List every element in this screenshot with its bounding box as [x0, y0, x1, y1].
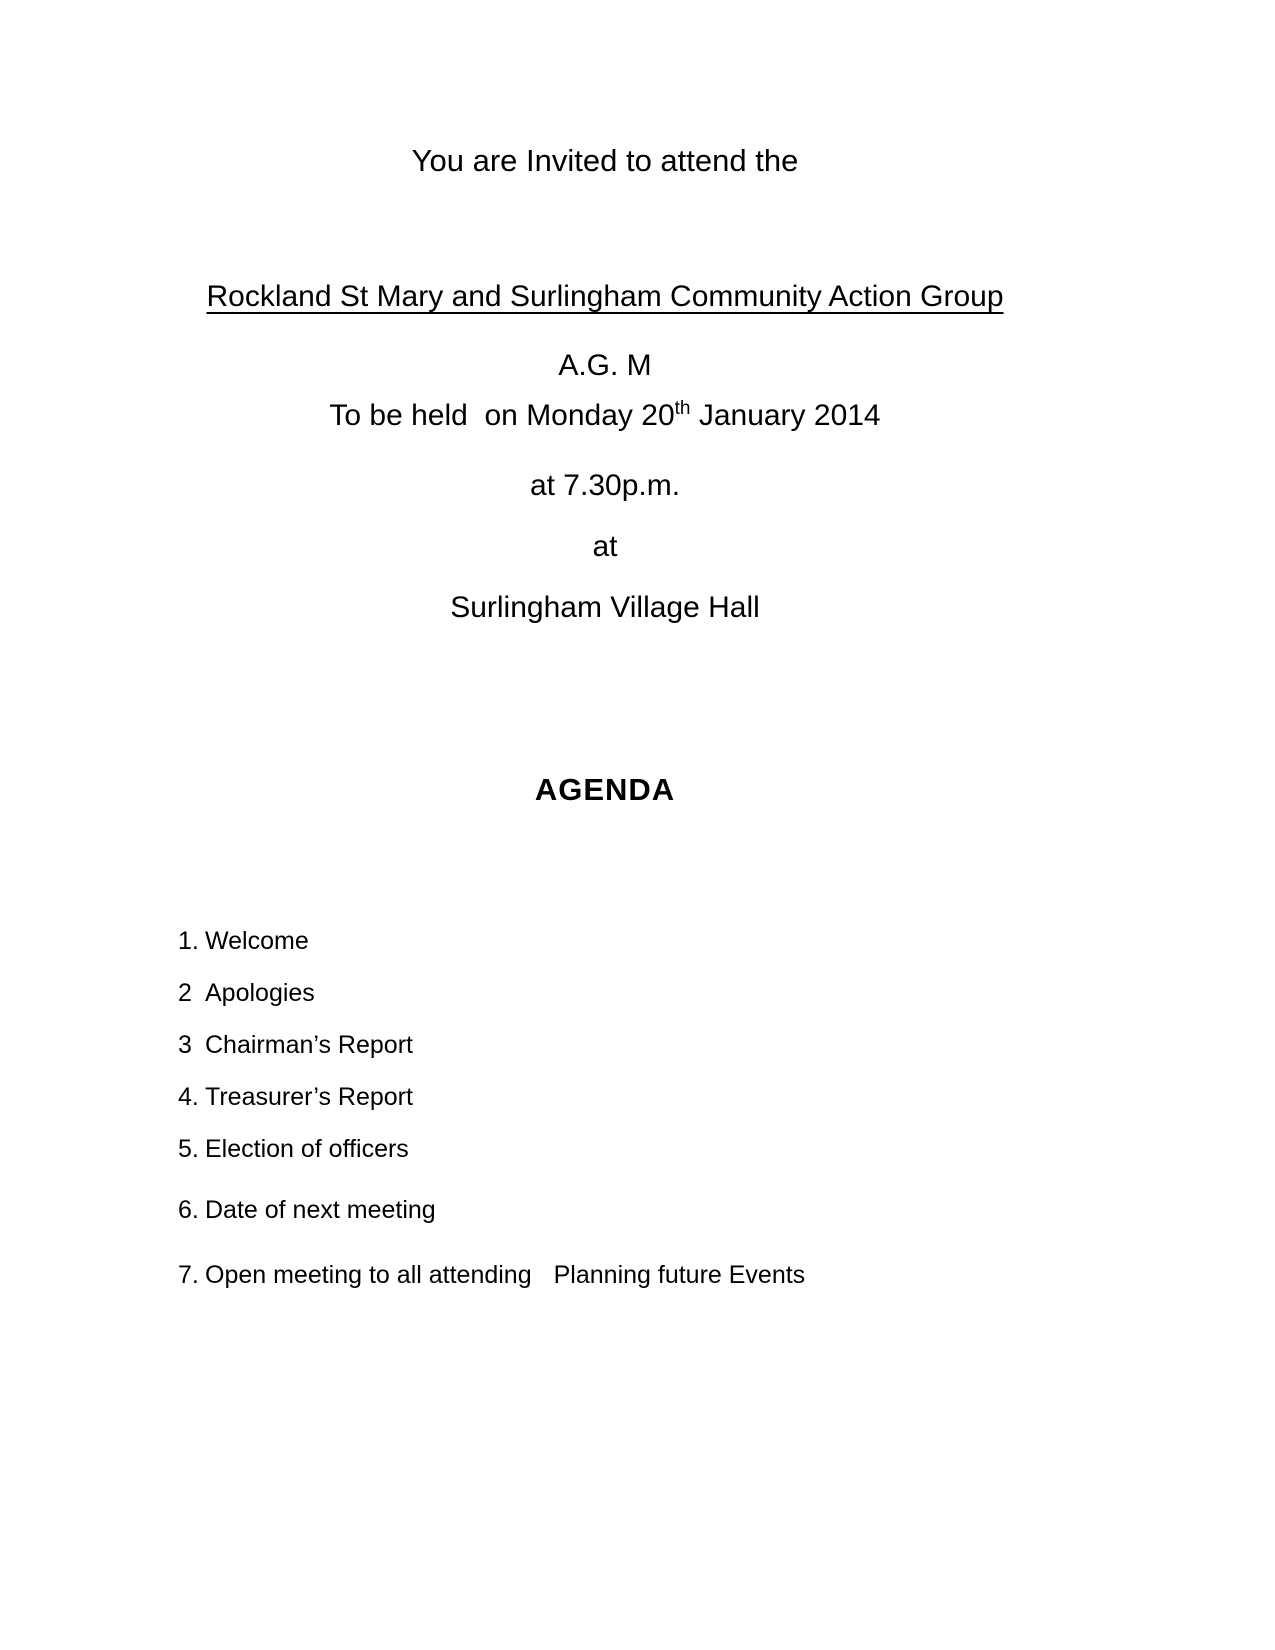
- agenda-item-number: 2: [178, 979, 192, 1007]
- agenda-item-text: Election of officers: [205, 1135, 409, 1163]
- agenda-item-6: [178, 1195, 1060, 1225]
- date-ordinal-superscript: th: [674, 398, 691, 419]
- agenda-item-number: 6.: [178, 1196, 199, 1224]
- date-prefix: To be held on Monday 20: [329, 399, 675, 432]
- agenda-item-number: 5.: [178, 1135, 199, 1163]
- time-line: at 7.30p.m.: [529, 469, 681, 502]
- agenda-item-number: 4.: [178, 1083, 199, 1111]
- agenda-item-text: Date of next meeting: [205, 1196, 436, 1224]
- agenda-item-1: [178, 926, 1060, 956]
- venue-line: Surlingham Village Hall: [450, 591, 760, 624]
- agenda-item-3: [178, 1030, 1060, 1060]
- agenda-item-text: Chairman’s Report: [205, 1031, 413, 1059]
- group-name-line: [150, 279, 1060, 315]
- agenda-list: [150, 926, 1060, 1290]
- agenda-item-number: 1.: [178, 927, 199, 955]
- agenda-heading: AGENDA: [534, 772, 676, 807]
- agenda-item-secondary-text: Planning future Events: [553, 1261, 806, 1289]
- agenda-item-text: Apologies: [205, 979, 315, 1007]
- at-line: at: [592, 530, 618, 563]
- date-line: [150, 398, 1060, 434]
- meeting-type: A.G. M: [558, 349, 652, 382]
- agenda-item-text: Open meeting to all attending: [205, 1261, 532, 1289]
- agenda-item-text: Welcome: [205, 927, 309, 955]
- agenda-item-2: [178, 978, 1060, 1008]
- invitation-line: You are Invited to attend the: [411, 143, 799, 178]
- group-name: Rockland St Mary and Surlingham Community Action Group: [206, 280, 1004, 313]
- agenda-item-number: 3: [178, 1031, 192, 1059]
- date-suffix: January 2014: [690, 399, 881, 432]
- agenda-item-5: [178, 1134, 1060, 1164]
- agenda-item-4: [178, 1082, 1060, 1112]
- agenda-item-text: Treasurer’s Report: [205, 1083, 413, 1111]
- agenda-item-7: [178, 1260, 1060, 1290]
- header-block: [150, 0, 1060, 808]
- agenda-item-number: 7.: [178, 1261, 199, 1289]
